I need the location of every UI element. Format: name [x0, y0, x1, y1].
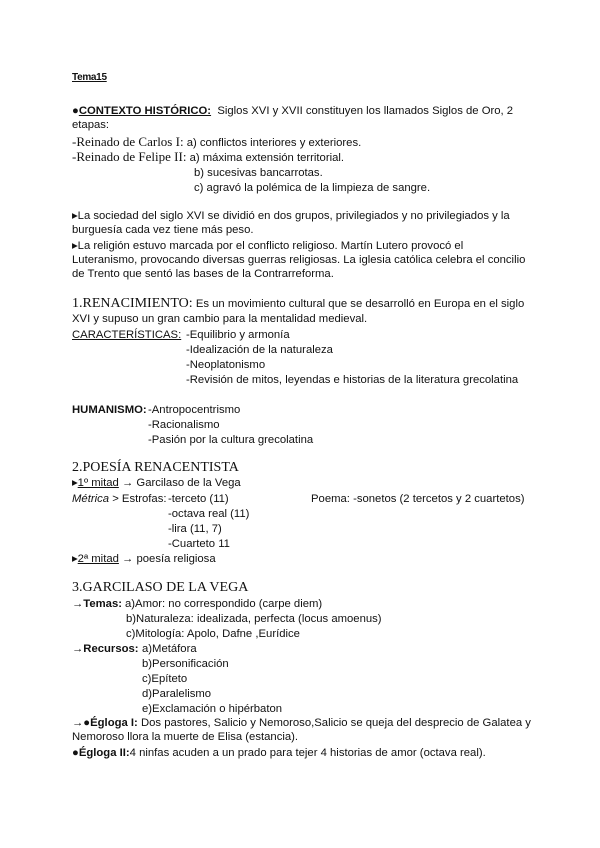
carlos-label: -Reinado de Carlos I: [72, 134, 184, 149]
tema-c: c)Mitología: Apolo, Dafne ,Eurídice [126, 628, 300, 640]
renacimiento-paragraph [72, 296, 532, 326]
document-title: Tema15 [72, 72, 107, 83]
contexto-intro-text: Siglos XVI y XVII constituyen los llamados Siglos de Oro, 2 etapas: [72, 105, 514, 131]
religion-paragraph: ▸La religión estuvo marcada por el conflicto religioso. Martín Lutero provocó el Luteranismo, provocando diversas guerras religiosas. La iglesia católica celebra el concilio de Trento que sentó las bases de la Contrarreforma. [72, 240, 526, 280]
egloga1-paragraph [72, 716, 534, 744]
felipe-line [72, 150, 344, 165]
tema-b: b)Naturaleza: idealizada, perfecta (locus amoenus) [126, 613, 382, 625]
estrofa-4: -Cuarteto 11 [168, 538, 230, 550]
egloga2-label: ●Égloga II: [72, 747, 130, 759]
caracteristica-2: -Idealización de la naturaleza [186, 344, 333, 356]
mitad2-label: 2ª mitad [77, 553, 119, 565]
tema-a: a)Amor: no correspondido (carpe diem) [125, 598, 323, 610]
contexto-bullet: ● [72, 105, 79, 117]
recurso-a: a)Metáfora [142, 643, 197, 655]
egloga1-text: Dos pastores, Salicio y Nemoroso,Salicio se queja del desprecio de Galatea y Nemoroso llora la muerte de Elisa (estancia). [72, 717, 531, 743]
recursos-label: →Recursos: [72, 643, 139, 655]
humanismo-item-3: -Pasión por la cultura grecolatina [148, 434, 314, 446]
temas-label: →Temas: [72, 598, 123, 610]
egloga2-line [72, 746, 486, 760]
poesia-heading: 2.POESÍA RENACENTISTA [72, 460, 239, 475]
sociedad-paragraph: ▸La sociedad del siglo XVI se dividió en dos grupos, privilegiados y no privilegiados y la burguesía cada vez tiene más peso. [72, 210, 510, 236]
carlos-line [72, 135, 361, 150]
metrica-line [72, 492, 167, 506]
egloga2-text: 4 ninfas acuden a un prado para tejer 4 historias de amor (octava real). [129, 747, 486, 759]
estrofa-2: -octava real (11) [168, 508, 250, 520]
renacimiento-desc: Es un movimiento cultural que se desarrolló en Europa en el siglo XVI y supuso un gran cambio para la mentalidad medieval. [72, 298, 525, 325]
carlos-text: a) conflictos interiores y exteriores. [186, 137, 362, 149]
felipe-b: b) sucesivas bancarrotas. [194, 167, 323, 179]
poema-text: Poema: -sonetos (2 tercetos y 2 cuartetos) [311, 493, 525, 505]
mitad2-text: → poesía religiosa [122, 553, 216, 565]
metrica-text: > Estrofas: [112, 493, 167, 505]
humanismo-label: HUMANISMO: [72, 404, 147, 416]
caracteristicas-label: CARACTERÍSTICAS: [72, 329, 182, 341]
felipe-label: -Reinado de Felipe II: [72, 149, 187, 164]
humanismo-item-1: -Antropocentrismo [148, 404, 241, 416]
mitad1-bullet: ▸ [72, 477, 78, 489]
mitad2-bullet: ▸ [72, 553, 78, 565]
caracteristica-1: -Equilibrio y armonía [186, 329, 290, 341]
estrofa-1: -terceto (11) [168, 493, 229, 505]
estrofa-3: -lira (11, 7) [168, 523, 222, 535]
caracteristica-3: -Neoplatonismo [186, 359, 266, 371]
mitad1-line [72, 476, 241, 490]
recurso-c: c)Epíteto [142, 673, 188, 685]
recurso-d: d)Paralelismo [142, 688, 212, 700]
contexto-intro [72, 104, 532, 132]
renacimiento-heading: 1.RENACIMIENTO: [72, 296, 193, 311]
mitad1-label: 1º mitad [77, 477, 119, 489]
garcilaso-heading: 3.GARCILASO DE LA VEGA [72, 580, 249, 595]
contexto-label: CONTEXTO HISTÓRICO: [78, 105, 212, 117]
caracteristica-4: -Revisión de mitos, leyendas e historias de la literatura grecolatina [186, 374, 519, 386]
humanismo-item-2: -Racionalismo [148, 419, 220, 431]
mitad1-text: → Garcilaso de la Vega [121, 477, 241, 489]
mitad2-line [72, 552, 216, 566]
felipe-a: a) máxima extensión territorial. [189, 152, 345, 164]
recurso-b: b)Personificación [142, 658, 229, 670]
metrica-label: Métrica [72, 493, 110, 505]
recurso-e: e)Exclamación o hipérbaton [142, 703, 283, 715]
egloga1-label: →●Égloga I: [72, 717, 138, 729]
felipe-c: c) agravó la polémica de la limpieza de sangre. [194, 182, 431, 194]
